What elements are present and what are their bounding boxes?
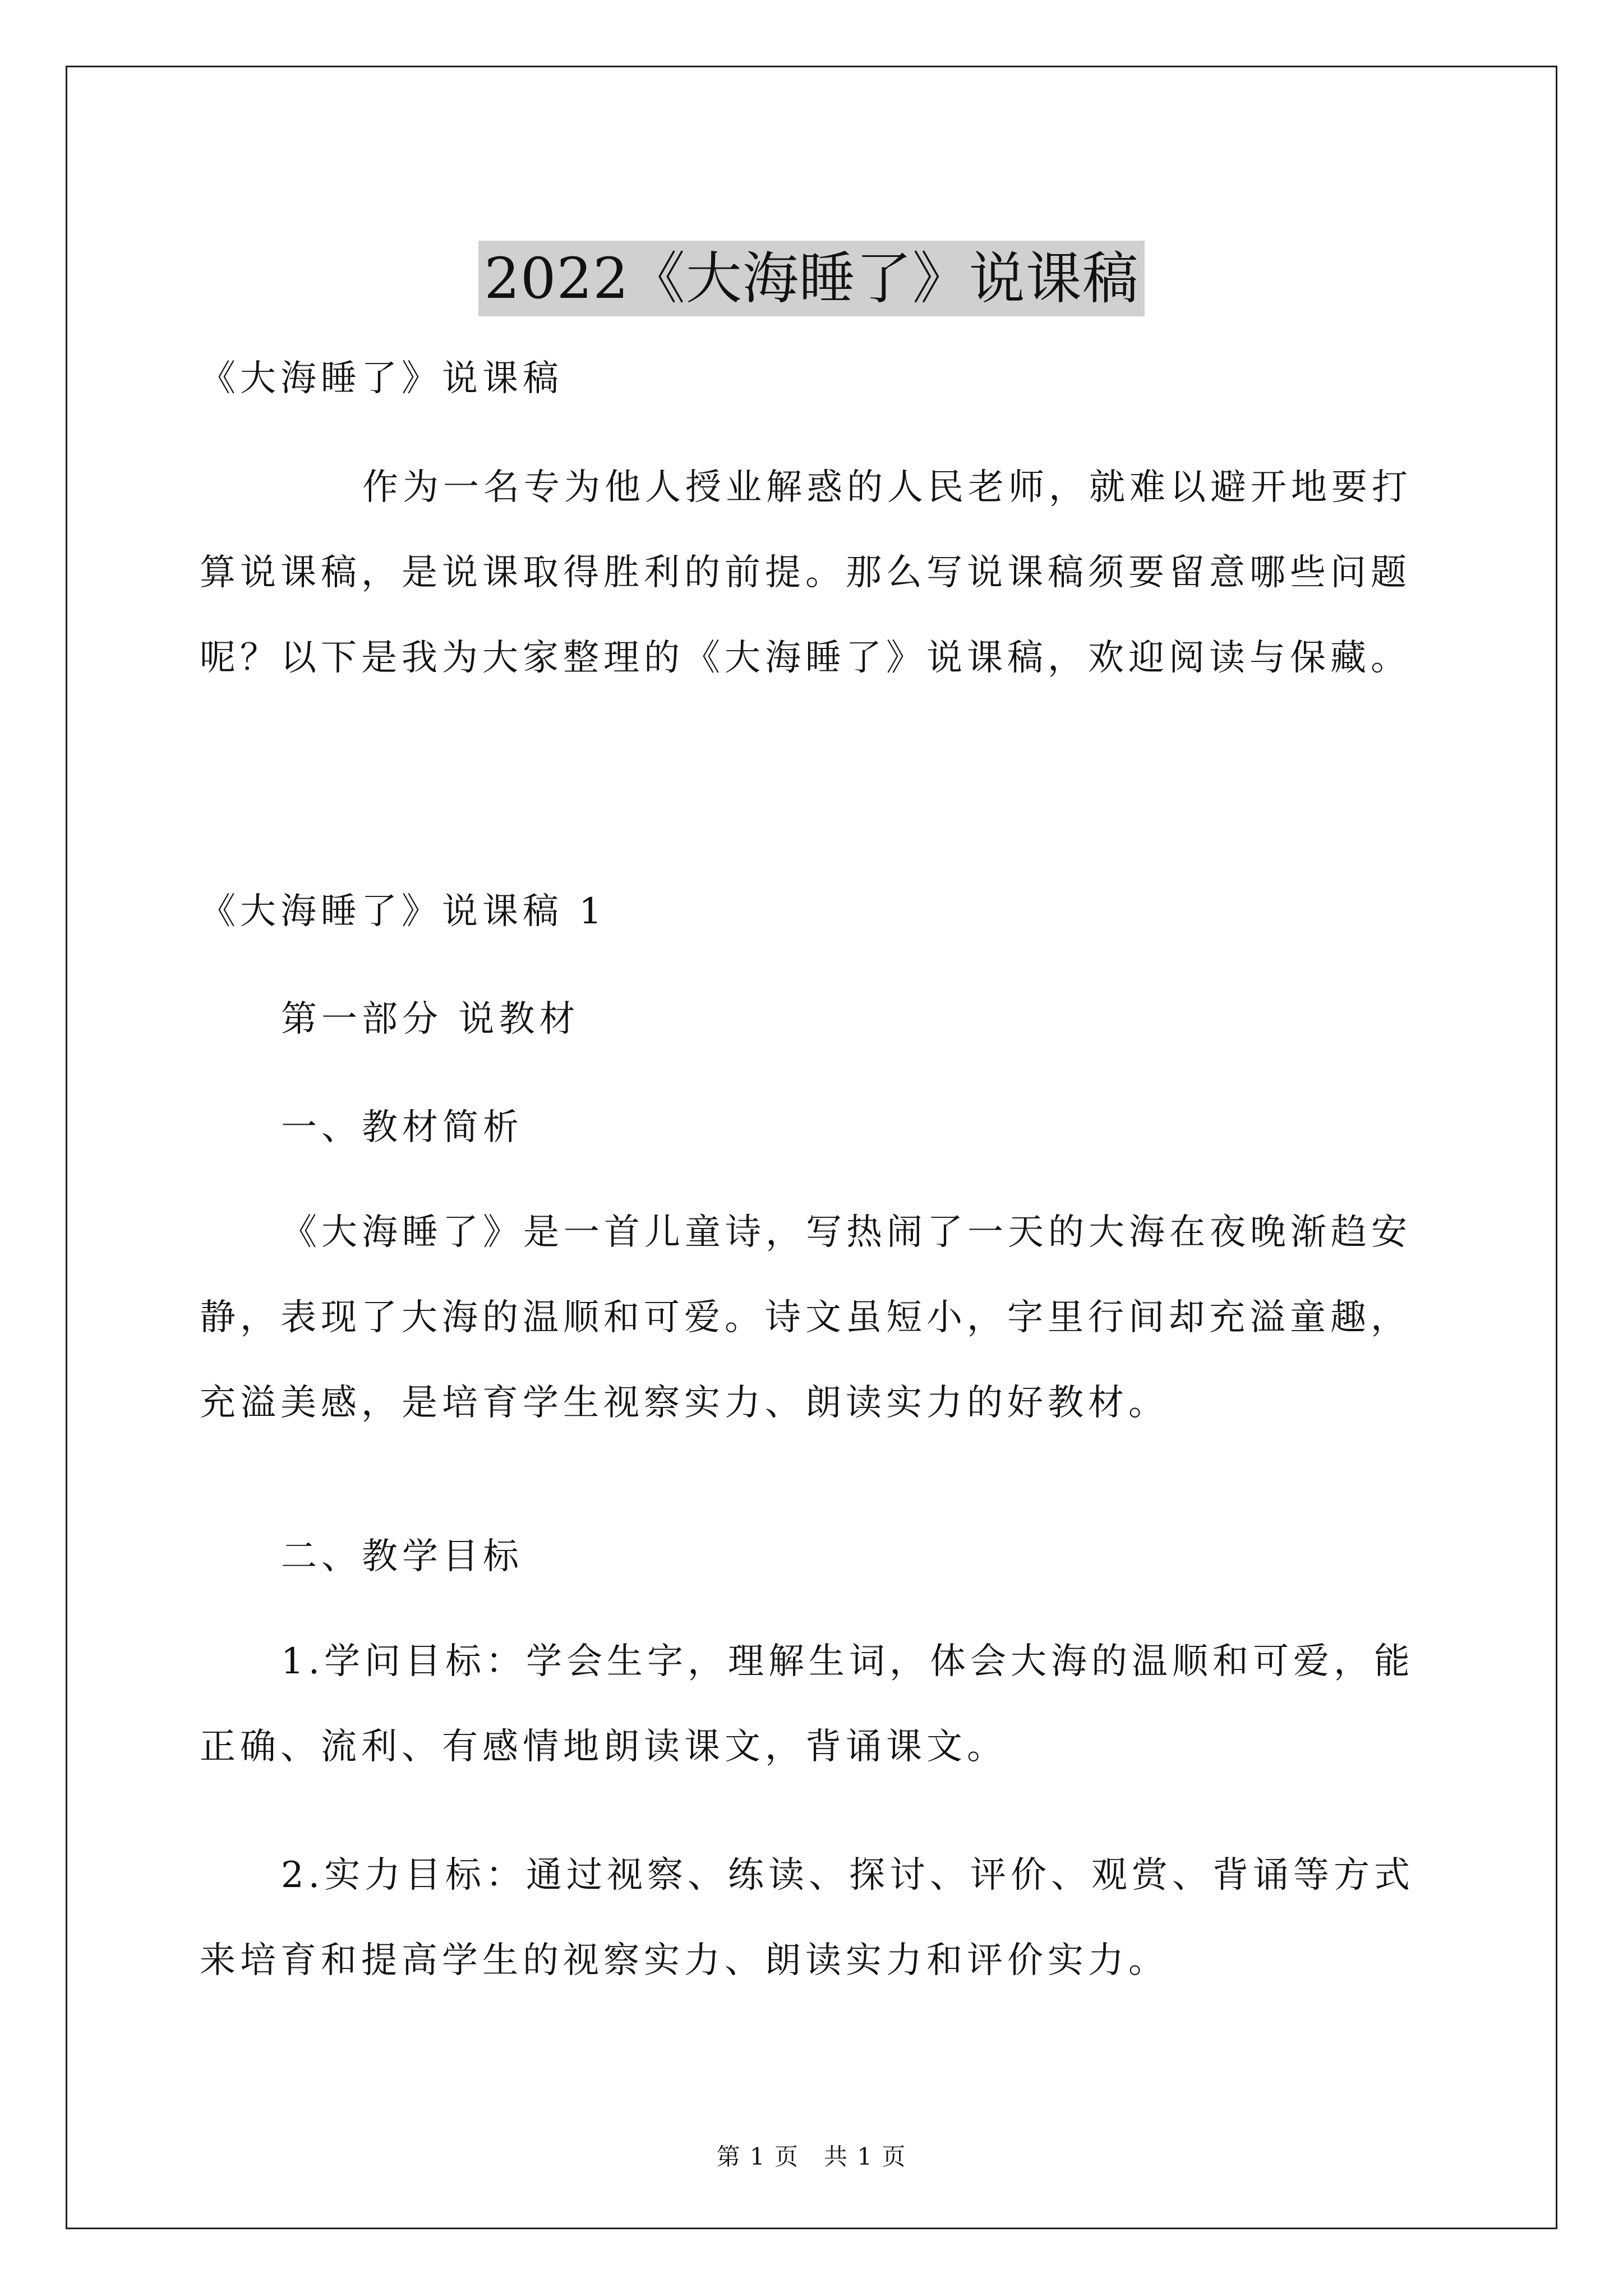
goal-ability-paragraph: 2.实力目标：通过视察、练读、探讨、评价、观赏、背诵等方式来培育和提高学生的视察实力、朗读实力和评价实力。 bbox=[200, 1855, 1415, 1981]
intro-paragraph: 作为一名专为他人授业解惑的人民老师，就难以避开地要打算说课稿，是说课取得胜利的前提。那么写说课稿须要留意哪些问题呢？以下是我为大家整理的《大海睡了》说课稿，欢迎阅读与保藏。 bbox=[200, 467, 1412, 679]
sub-heading-teaching-goals: 二、教学目标 bbox=[281, 1536, 523, 1577]
document-subtitle: 《大海睡了》说课稿 bbox=[200, 358, 563, 399]
sub-heading-textbook-analysis: 一、教材简析 bbox=[281, 1107, 523, 1148]
goal-knowledge-paragraph: 1.学问目标：学会生字，理解生词，体会大海的温顺和可爱，能正确、流利、有感情地朗读课文，背诵课文。 bbox=[200, 1641, 1415, 1768]
section-heading: 《大海睡了》说课稿 1 bbox=[200, 891, 607, 932]
page-footer: 第 1 页 共 1 页 bbox=[716, 2143, 907, 2170]
document-title: 2022《大海睡了》说课稿 bbox=[478, 241, 1145, 316]
textbook-analysis-paragraph: 《大海睡了》是一首儿童诗，写热闹了一天的大海在夜晚渐趋安静，表现了大海的温顺和可爱。诗文虽短小，字里行间却充溢童趣，充溢美感，是培育学生视察实力、朗读实力的好教材。 bbox=[200, 1212, 1412, 1424]
title-container bbox=[0, 203, 1623, 354]
part-heading: 第一部分 说教材 bbox=[281, 999, 580, 1040]
